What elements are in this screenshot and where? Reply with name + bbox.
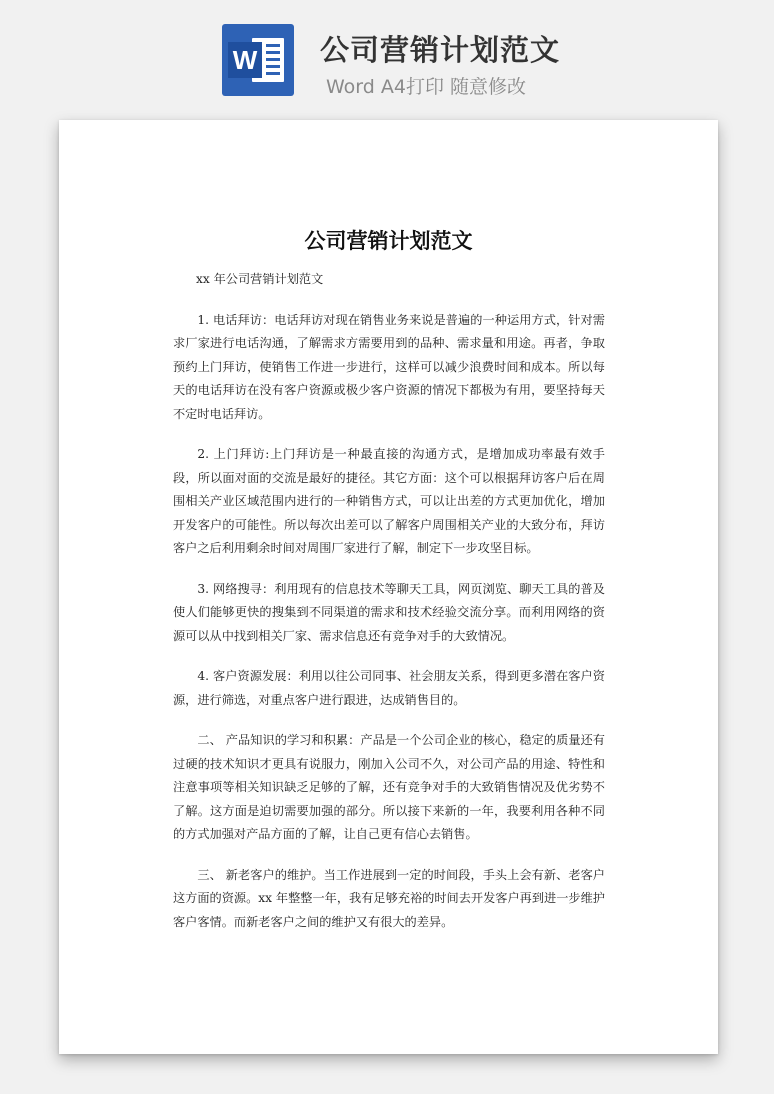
word-logo-icon (222, 24, 294, 96)
header-subtitle: Word A4打印 随意修改 (326, 76, 527, 98)
document-page (59, 120, 718, 1054)
paragraph-door-visit: 2. 上门拜访:上门拜访是一种最直接的沟通方式，是增加成功率最有效手段，所以面对面的交流是最好的捷径。其它方面：这个可以根据拜访客户后在周围相关产业区域范围内进行的一种销售方式，可以让出差的方式更加优化，增加开发客户的可能性。所以每次出差可以了解客户周围相关产业的大致分布，拜访客户之后利用剩余时间对周围厂家进行了解，制定下一步攻坚目标。 (173, 447, 605, 555)
document-body (173, 268, 605, 951)
document-subtitle: xx 年公司营销计划范文 (196, 272, 324, 286)
paragraph-phone-visit: 1. 电话拜访：电话拜访对现在销售业务来说是普遍的一种运用方式，针对需求厂家进行电话沟通，了解需求方需要用到的品种、需求量和用途。再者，争取预约上门拜访，使销售工作进一步进行，这样可以减少浪费时间和成本。所以每天的电话拜访在没有客户资源或极少客户资源的情况下都极为有用，要坚持每天不定时电话拜访。 (173, 312, 605, 421)
header-title: 公司营销计划范文 (320, 33, 561, 67)
word-letter: W (228, 42, 262, 78)
header (0, 0, 774, 110)
document-title: 公司营销计划范文 (304, 228, 473, 253)
paragraph-product-knowledge: 二、 产品知识的学习和积累：产品是一个公司企业的核心，稳定的质量还有过硬的技术知识才更具有说服力，刚加入公司不久，对公司产品的用途、特性和注意事项等相关知识缺乏足够的了解，还有竞争对手的大致销售情况及优劣势不了解。这方面是迫切需要加强的部分。所以接下来新的一年，我要利用各种不同的方式加强对产品方面的了解，让自己更有信心去销售。 (173, 733, 605, 841)
paragraph-client-maintenance: 三、 新老客户的维护。当工作进展到一定的时间段，手头上会有新、老客户这方面的资源。xx 年整整一年，我有足够充裕的时间去开发客户再到进一步维护客户客情。而新老客户之间的维护又有很大的差异。 (173, 867, 605, 929)
paragraph-client-resources: 4. 客户资源发展：利用以往公司同事、社会朋友关系，得到更多潜在客户资源，进行筛选，对重点客户进行跟进，达成销售目的。 (173, 669, 605, 707)
paragraph-web-search: 3. 网络搜寻：利用现有的信息技术等聊天工具，网页浏览、聊天工具的普及使人们能够更快的搜集到不同渠道的需求和技术经验交流分享。而利用网络的资源可以从中找到相关厂家、需求信息还有竞争对手的大致情况。 (173, 581, 605, 643)
